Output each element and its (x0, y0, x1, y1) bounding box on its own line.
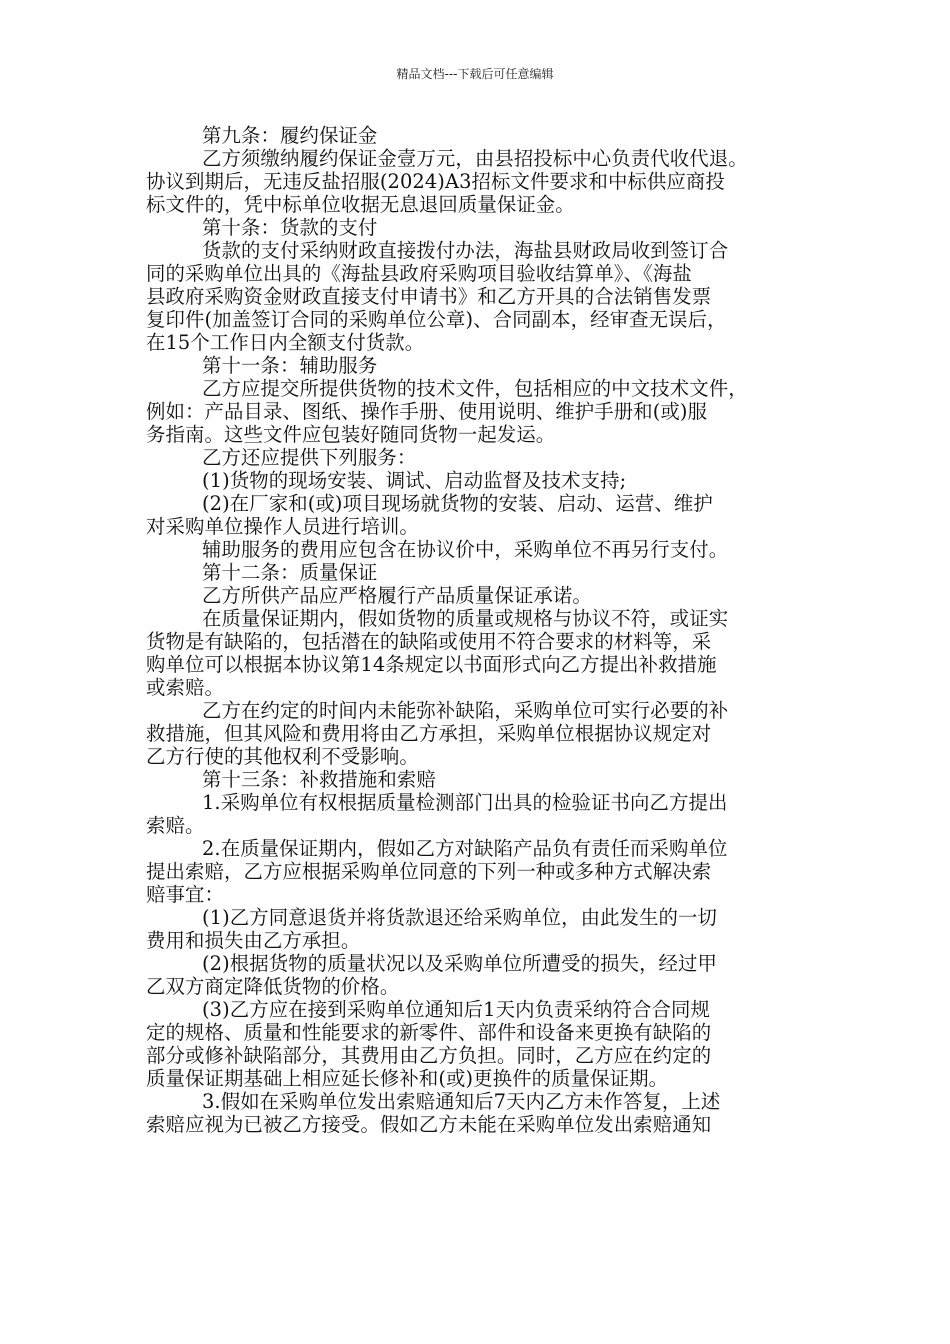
text-line: 辅助服务的费用应包含在协议价中，采购单位不再另行支付。 (202, 538, 729, 561)
text-line: 复印件(加盖签订合同的采购单位公章)、合同副本，经审查无误后， (146, 308, 727, 331)
page-header: 精品文档---下载后可任意编辑 (396, 67, 554, 81)
text-line: 标文件的，凭中标单位收据无息退回质量保证金。 (146, 193, 575, 216)
text-line: (1)货物的现场安装、调试、启动监督及技术支持; (202, 469, 627, 492)
text-line: 县政府采购资金财政直接支付申请书》和乙方开具的合法销售发票 (146, 285, 712, 308)
text-line: 乙方所供产品应严格履行产品质量保证承诺。 (202, 584, 592, 607)
text-line: 在质量保证期内，假如货物的质量或规格与协议不符，或证实 (202, 607, 729, 630)
text-line: 乙双方商定降低货物的价格。 (146, 975, 400, 998)
text-line: 购单位可以根据本协议第14条规定以书面形式向乙方提出补救措施 (146, 653, 717, 676)
text-line: 乙方在约定的时间内未能弥补缺陷，采购单位可实行必要的补 (202, 699, 729, 722)
text-line: 定的规格、质量和性能要求的新零件、部件和设备来更换有缺陷的 (146, 1021, 712, 1044)
text-line: 费用和损失由乙方承担。 (146, 929, 361, 952)
text-line: 例如：产品目录、图纸、操作手册、使用说明、维护手册和(或)服 (146, 400, 708, 423)
text-line: 第十三条：补救措施和索赔 (202, 768, 436, 791)
text-line: 协议到期后，无违反盐招服(2024)A3招标文件要求和中标供应商投 (146, 170, 725, 193)
text-line: 3.假如在采购单位发出索赔通知后7天内乙方未作答复，上述 (202, 1090, 721, 1113)
text-line: 乙方应提交所提供货物的技术文件，包括相应的中文技术文件， (202, 377, 748, 400)
text-line: 第九条：履约保证金 (202, 124, 378, 147)
text-line: 第十条：货款的支付 (202, 216, 378, 239)
text-line: 货款的支付采纳财政直接拨付办法，海盐县财政局收到签订合 (202, 239, 729, 262)
text-line: 同的采购单位出具的《海盐县政府采购项目验收结算单》、《海盐 (146, 262, 692, 285)
text-line: 提出索赔，乙方应根据采购单位同意的下列一种或多种方式解决索 (146, 860, 712, 883)
text-line: 第十一条：辅助服务 (202, 354, 378, 377)
text-line: 2.在质量保证期内，假如乙方对缺陷产品负有责任而采购单位 (202, 837, 728, 860)
text-line: 乙方行使的其他权利不受影响。 (146, 745, 419, 768)
text-line: 赔事宜： (146, 883, 224, 906)
text-line: 索赔。 (146, 814, 205, 837)
text-line: 索赔应视为已被乙方接受。假如乙方未能在采购单位发出索赔通知 (146, 1113, 712, 1136)
text-line: 对采购单位操作人员进行培训。 (146, 515, 419, 538)
text-line: 乙方还应提供下列服务： (202, 446, 417, 469)
text-line: (1)乙方同意退货并将货款退还给采购单位，由此发生的一切 (202, 906, 718, 929)
text-line: 部分或修补缺陷部分，其费用由乙方负担。同时，乙方应在约定的 (146, 1044, 712, 1067)
text-line: 在15个工作日内全额支付货款。 (146, 331, 425, 354)
text-line: 乙方须缴纳履约保证金壹万元，由县招投标中心负责代收代退。 (202, 147, 748, 170)
text-line: (3)乙方应在接到采购单位通知后1天内负责采纳符合合同规 (202, 998, 710, 1021)
text-line: (2)根据货物的质量状况以及采购单位所遭受的损失，经过甲 (202, 952, 718, 975)
text-line: (2)在厂家和(或)项目现场就货物的安装、启动、运营、维护 (202, 492, 713, 515)
document-body (146, 124, 808, 1136)
text-line: 1.采购单位有权根据质量检测部门出具的检验证书向乙方提出 (202, 791, 728, 814)
text-line: 务指南。这些文件应包装好随同货物一起发运。 (146, 423, 556, 446)
text-line: 或索赔。 (146, 676, 224, 699)
text-line: 救措施，但其风险和费用将由乙方承担，采购单位根据协议规定对 (146, 722, 712, 745)
text-line: 货物是有缺陷的，包括潜在的缺陷或使用不符合要求的材料等，采 (146, 630, 712, 653)
text-line: 第十二条：质量保证 (202, 561, 378, 584)
text-line: 质量保证期基础上相应延长修补和(或)更换件的质量保证期。 (146, 1067, 669, 1090)
